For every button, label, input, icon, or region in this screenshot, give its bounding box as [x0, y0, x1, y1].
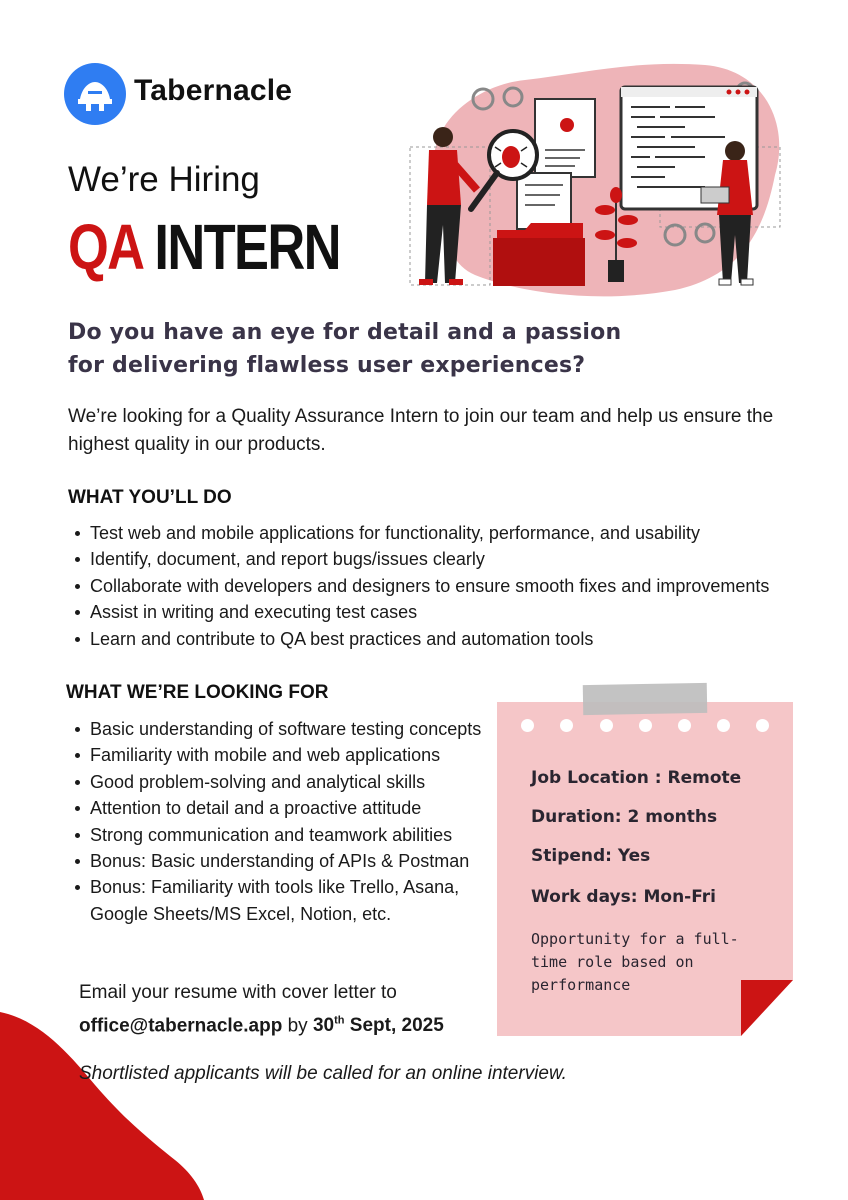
role-title-part1: QA — [68, 211, 142, 283]
role-title-part2: INTERN — [154, 211, 340, 283]
apply-line1: Email your resume with cover letter to — [79, 982, 397, 1003]
work-days: Work days: Mon-Fri — [531, 887, 716, 907]
brand-name: Tabernacle — [134, 74, 293, 107]
list-item: Good problem-solving and analytical skills — [79, 769, 489, 795]
list-item: Collaborate with developers and designers to ensure smooth fixes and improvements — [79, 573, 839, 599]
tagline: Do you have an eye for detail and a passion for delivering flawless user experiences? — [68, 320, 622, 378]
list-item: Bonus: Basic understanding of APIs & Postman — [79, 848, 489, 874]
duration: Duration: 2 months — [531, 807, 718, 827]
deadline — [313, 1015, 444, 1036]
list-item: Bonus: Familiarity with tools like Trello, Asana, Google Sheets/MS Excel, Notion, etc. — [79, 874, 489, 927]
what-youll-do-list — [79, 520, 839, 652]
role-title — [68, 211, 340, 283]
looking-for-list — [79, 716, 489, 927]
list-item: Attention to detail and a proactive attitude — [79, 795, 489, 821]
job-details-note — [497, 702, 793, 1036]
tape-decoration — [583, 683, 708, 715]
list-item: Familiarity with mobile and web applications — [79, 742, 489, 768]
job-location: Job Location : Remote — [531, 768, 742, 788]
qa-testing-illustration — [405, 55, 800, 300]
list-item: Assist in writing and executing test cases — [79, 599, 839, 625]
list-item: Test web and mobile applications for functionality, performance, and usability — [79, 520, 839, 546]
looking-for-heading: WHAT WE’RE LOOKING FOR — [66, 682, 329, 703]
list-item: Identify, document, and report bugs/issues clearly — [79, 546, 839, 572]
opportunity-note: Opportunity for a full-time role based on performance — [531, 930, 739, 994]
list-item: Basic understanding of software testing concepts — [79, 716, 489, 742]
intro-paragraph: We’re looking for a Quality Assurance Intern to join our team and help us ensure the highest quality in our products. — [68, 406, 774, 455]
list-item: Strong communication and teamwork abilities — [79, 822, 489, 848]
stipend: Stipend: Yes — [531, 846, 651, 866]
apply-instructions — [79, 979, 444, 1040]
deadline-suffix: th — [334, 1015, 345, 1027]
shortlist-note: Shortlisted applicants will be called for an online interview. — [79, 1063, 567, 1084]
deadline-rest: Sept, 2025 — [349, 1015, 444, 1037]
list-item: Learn and contribute to QA best practices and automation tools — [79, 626, 839, 652]
deadline-day: 30 — [312, 1015, 335, 1037]
folded-corner — [741, 980, 793, 1036]
apply-email[interactable]: office@tabernacle.app — [79, 1015, 283, 1037]
apply-by: by — [287, 1015, 308, 1037]
apply-line2 — [79, 1007, 444, 1040]
brand-logo-icon — [64, 63, 126, 125]
hiring-heading: We’re Hiring — [68, 160, 260, 199]
what-youll-do-heading: WHAT YOU’LL DO — [68, 487, 232, 508]
